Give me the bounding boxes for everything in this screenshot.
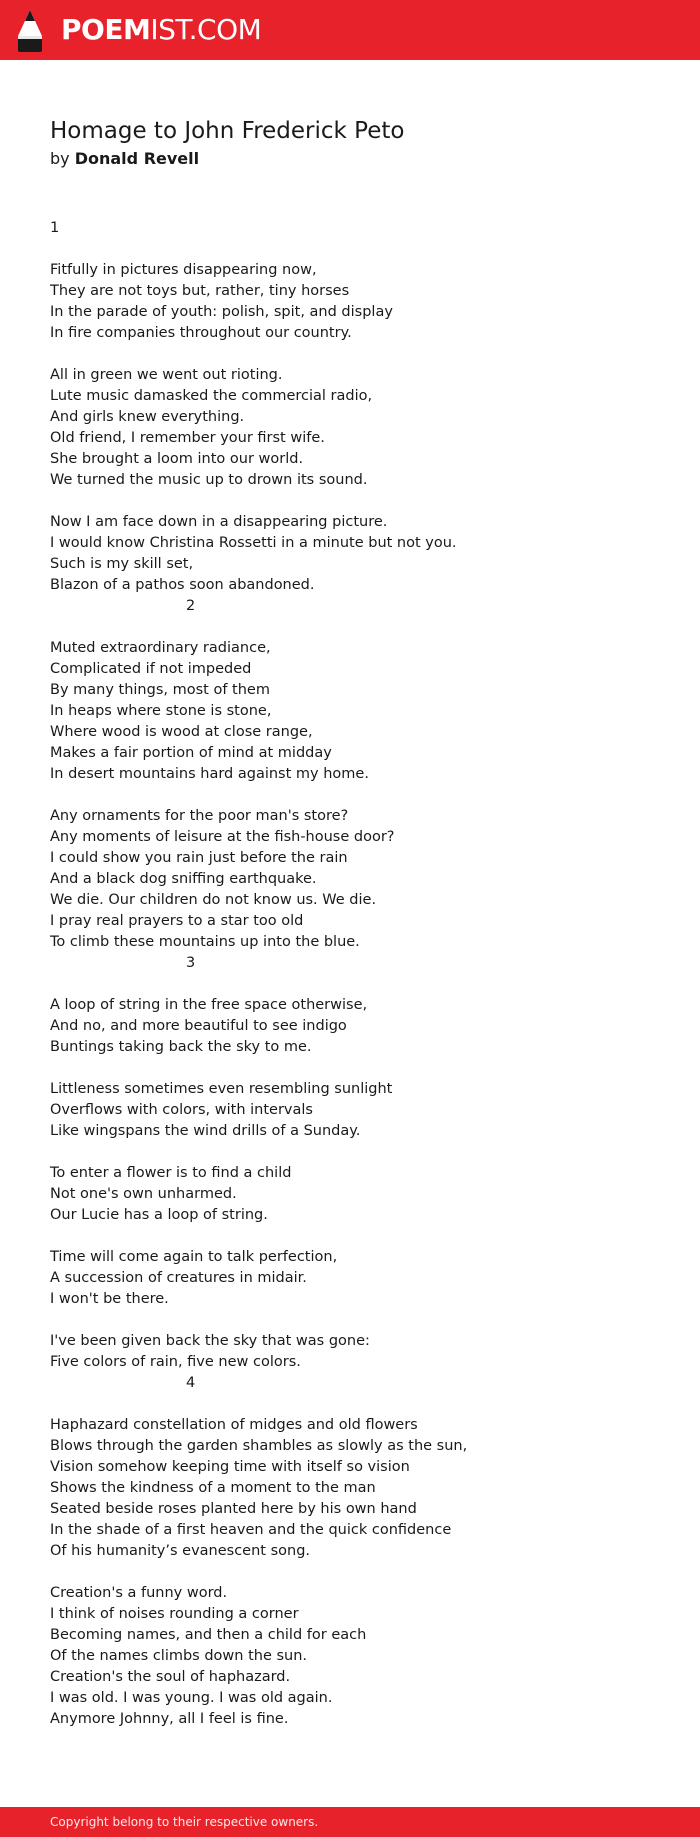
poem-line: Blazon of a pathos soon abandoned. bbox=[50, 577, 315, 593]
poem-line: Creation's the soul of haphazard. bbox=[50, 1669, 291, 1685]
poem-line: I would know Christina Rossetti in a minute but not you. bbox=[50, 535, 457, 551]
site-logo[interactable] bbox=[61, 13, 261, 47]
poem-line: They are not toys but, rather, tiny horses bbox=[50, 283, 350, 299]
poem-line: In fire companies throughout our country. bbox=[50, 325, 352, 341]
poem-line: And girls knew everything. bbox=[50, 409, 245, 425]
poem-line: Overflows with colors, with intervals bbox=[50, 1102, 313, 1118]
poem-line: In desert mountains hard against my home. bbox=[50, 766, 369, 782]
poem-line: In the shade of a first heaven and the quick confidence bbox=[50, 1522, 452, 1538]
poem-line: Becoming names, and then a child for each bbox=[50, 1627, 367, 1643]
poem-line: I could show you rain just before the rain bbox=[50, 850, 348, 866]
poem-line: Buntings taking back the sky to me. bbox=[50, 1039, 312, 1055]
poem-line: A loop of string in the free space otherwise, bbox=[50, 997, 368, 1013]
poem-line: Now I am face down in a disappearing picture. bbox=[50, 514, 388, 530]
poem-line: Vision somehow keeping time with itself so vision bbox=[50, 1459, 410, 1475]
poem-title: Homage to John Frederick Peto bbox=[50, 118, 405, 144]
poem-line: Fitfully in pictures disappearing now, bbox=[50, 262, 317, 278]
poem-line: Not one's own unharmed. bbox=[50, 1186, 237, 1202]
poem-line: Seated beside roses planted here by his own hand bbox=[50, 1501, 417, 1517]
site-header bbox=[0, 0, 700, 60]
poem-line: Muted extraordinary radiance, bbox=[50, 640, 271, 656]
poem-line: To enter a flower is to find a child bbox=[50, 1165, 292, 1181]
poem-line: Where wood is wood at close range, bbox=[50, 724, 313, 740]
poem-line: I've been given back the sky that was gone: bbox=[50, 1333, 370, 1349]
pencil-tip-icon[interactable] bbox=[18, 10, 42, 52]
poem-line: Any ornaments for the poor man's store? bbox=[50, 808, 349, 824]
poem-line: Of the names climbs down the sun. bbox=[50, 1648, 308, 1664]
poem-line: Littleness sometimes even resembling sunlight bbox=[50, 1081, 393, 1097]
poem-line: We die. Our children do not know us. We die. bbox=[50, 892, 377, 908]
poem-line: We turned the music up to drown its sound. bbox=[50, 472, 368, 488]
poem-line: Like wingspans the wind drills of a Sunday. bbox=[50, 1123, 361, 1139]
poem-line: Creation's a funny word. bbox=[50, 1585, 228, 1601]
section-number: 1 bbox=[50, 220, 60, 236]
poem-line: To climb these mountains up into the blue. bbox=[50, 934, 360, 950]
by-label: by bbox=[50, 149, 70, 168]
author-name[interactable]: Donald Revell bbox=[74, 149, 200, 168]
brand-bold: POEM bbox=[61, 13, 151, 46]
poem-line: Makes a fair portion of mind at midday bbox=[50, 745, 332, 761]
section-number: 3 bbox=[186, 955, 196, 971]
site-footer bbox=[0, 1807, 700, 1837]
poem-line: Our Lucie has a loop of string. bbox=[50, 1207, 268, 1223]
poem-line: She brought a loom into our world. bbox=[50, 451, 304, 467]
poem-line: I think of noises rounding a corner bbox=[50, 1606, 299, 1622]
poem-line: And a black dog sniffing earthquake. bbox=[50, 871, 317, 887]
poem-line: Blows through the garden shambles as slowly as the sun, bbox=[50, 1438, 468, 1454]
poem-line: A succession of creatures in midair. bbox=[50, 1270, 307, 1286]
section-number: 2 bbox=[186, 598, 196, 614]
poem-line: Any moments of leisure at the fish-house door? bbox=[50, 829, 395, 845]
poem-line: Such is my skill set, bbox=[50, 556, 194, 572]
byline bbox=[50, 148, 199, 170]
poem-line: By many things, most of them bbox=[50, 682, 270, 698]
poem-line: Complicated if not impeded bbox=[50, 661, 252, 677]
poem-line: Old friend, I remember your first wife. bbox=[50, 430, 325, 446]
poem-line: I was old. I was young. I was old again. bbox=[50, 1690, 333, 1706]
poem-line: In the parade of youth: polish, spit, and display bbox=[50, 304, 393, 320]
poem-line: Five colors of rain, five new colors. bbox=[50, 1354, 301, 1370]
poem-line: I pray real prayers to a star too old bbox=[50, 913, 304, 929]
brand-light: IST.COM bbox=[150, 13, 262, 46]
poem-line: Shows the kindness of a moment to the man bbox=[50, 1480, 376, 1496]
poem-line: I won't be there. bbox=[50, 1291, 169, 1307]
section-number: 4 bbox=[186, 1375, 196, 1391]
poem-line: Of his humanity’s evanescent song. bbox=[50, 1543, 311, 1559]
poem-line: Anymore Johnny, all I feel is fine. bbox=[50, 1711, 289, 1727]
poem-line: Lute music damasked the commercial radio, bbox=[50, 388, 373, 404]
poem-line: Haphazard constellation of midges and old flowers bbox=[50, 1417, 418, 1433]
poem-line: And no, and more beautiful to see indigo bbox=[50, 1018, 347, 1034]
poem-line: In heaps where stone is stone, bbox=[50, 703, 272, 719]
poem-line: All in green we went out rioting. bbox=[50, 367, 283, 383]
poem-line: Time will come again to talk perfection, bbox=[50, 1249, 338, 1265]
copyright-text: Copyright belong to their respective owners. bbox=[50, 1815, 319, 1829]
